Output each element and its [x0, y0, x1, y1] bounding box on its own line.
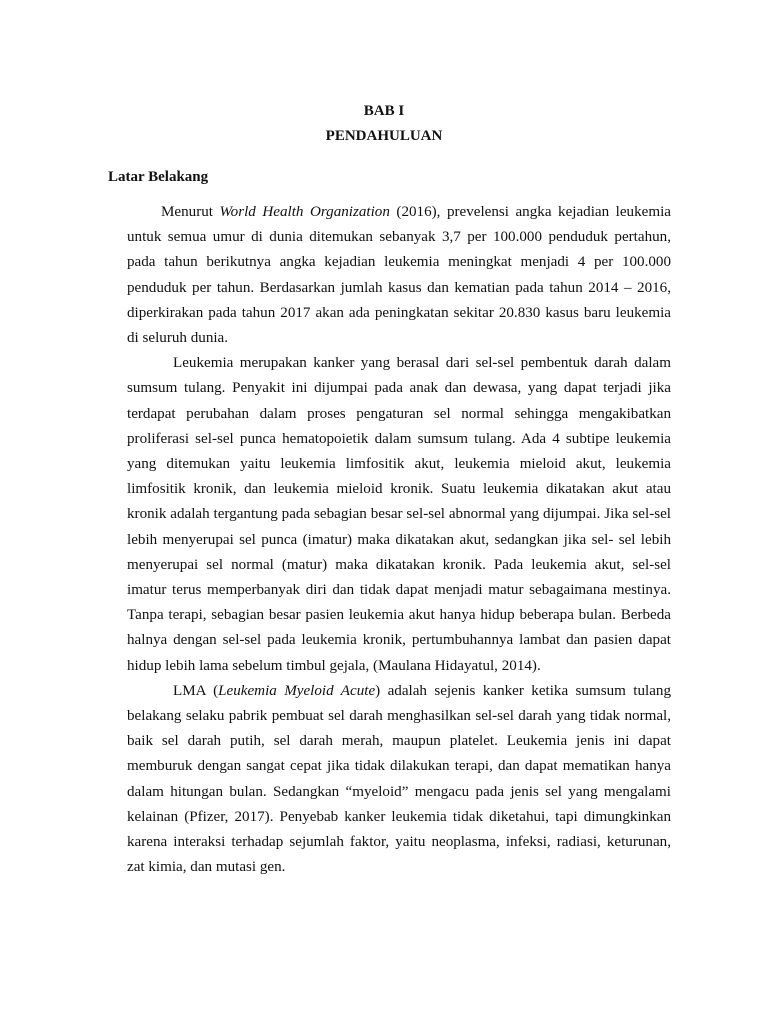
- paragraph: [127, 679, 671, 881]
- paragraph: [127, 200, 671, 351]
- paragraph: Leukemia merupakan kanker yang berasal dari sel-sel pembentuk darah dalam sumsum tulang. Penyakit ini dijumpai pada anak dan dewasa, yang dapat terjadi jika terdapat perubahan dalam proses pengaturan sel normal sehingga mengakibatkan proliferasi sel-sel punca hematopoietik dalam sumsum tulang. Ada 4 subtipe leukemia yang ditemukan yaitu leukemia limfositik akut, leukemia mieloid akut, leukemia limfositik kronik, dan leukemia mieloid kronik. Suatu leukemia dikatakan akut atau kronik adalah tergantung pada sebagian besar sel-sel abnormal yang dijumpai. Jika sel-sel lebih menyerupai sel punca (imatur) maka dikatakan akut, sedangkan jika sel- sel lebih menyerupai sel normal (matur) maka dikatakan kronik. Pada leukemia akut, sel-sel imatur terus memperbanyak diri dan tidak dapat menjadi matur sebagaimana mestinya. Tanpa terapi, sebagian besar pasien leukemia akut hanya hidup beberapa bulan. Berbeda halnya dengan sel-sel pada leukemia kronik, pertumbuhannya lambat dan pasien dapat hidup lebih lama sebelum timbul gejala, (Maulana Hidayatul, 2014).: [127, 355, 671, 674]
- chapter-number: BAB I: [363, 103, 405, 119]
- paragraph-text: (2016), prevelensi angka kejadian leukemia untuk semua umur di dunia ditemukan sebanyak 3,7 per 100.000 penduduk pertahun, pada tahun berikutnya angka kejadian leukemia meningkat menjadi 4 per 100.000 penduduk per tahun. Berdasarkan jumlah kasus dan kematian pada tahun 2014 – 2016, diperkirakan pada tahun 2017 akan ada peningkatan sekitar 20.830 kasus baru leukemia di seluruh dunia.: [127, 204, 671, 347]
- paragraph-text: LMA (: [173, 682, 219, 699]
- section-heading: Latar Belakang: [108, 169, 209, 185]
- disease-term: Leukemia Myeloid Acute: [218, 682, 376, 699]
- paragraph-text: ) adalah sejenis kanker ketika sumsum tulang belakang selaku pabrik pembuat sel darah menghasilkan sel-sel darah yang tidak normal, baik sel darah putih, sel darah merah, maupun platelet. Leukemia jenis ini dapat memburuk dengan sangat cepat jika tidak dilakukan terapi, dan dapat mematikan hanya dalam hitungan bulan. Sedangkan “myeloid” mengacu pada jenis sel yang mengalami kelainan (Pfizer, 2017). Penyebab kanker leukemia tidak diketahui, tapi dimungkinkan karena interaksi terhadap sejumlah faktor, yaitu neoplasma, infeksi, radiasi, keturunan, zat kimia, dan mutasi gen.: [127, 682, 672, 876]
- organization-name: World Health Organization: [219, 204, 390, 220]
- paragraph-text: Menurut: [161, 204, 220, 220]
- body-text: [127, 200, 671, 880]
- chapter-title: PENDAHULUAN: [325, 128, 443, 144]
